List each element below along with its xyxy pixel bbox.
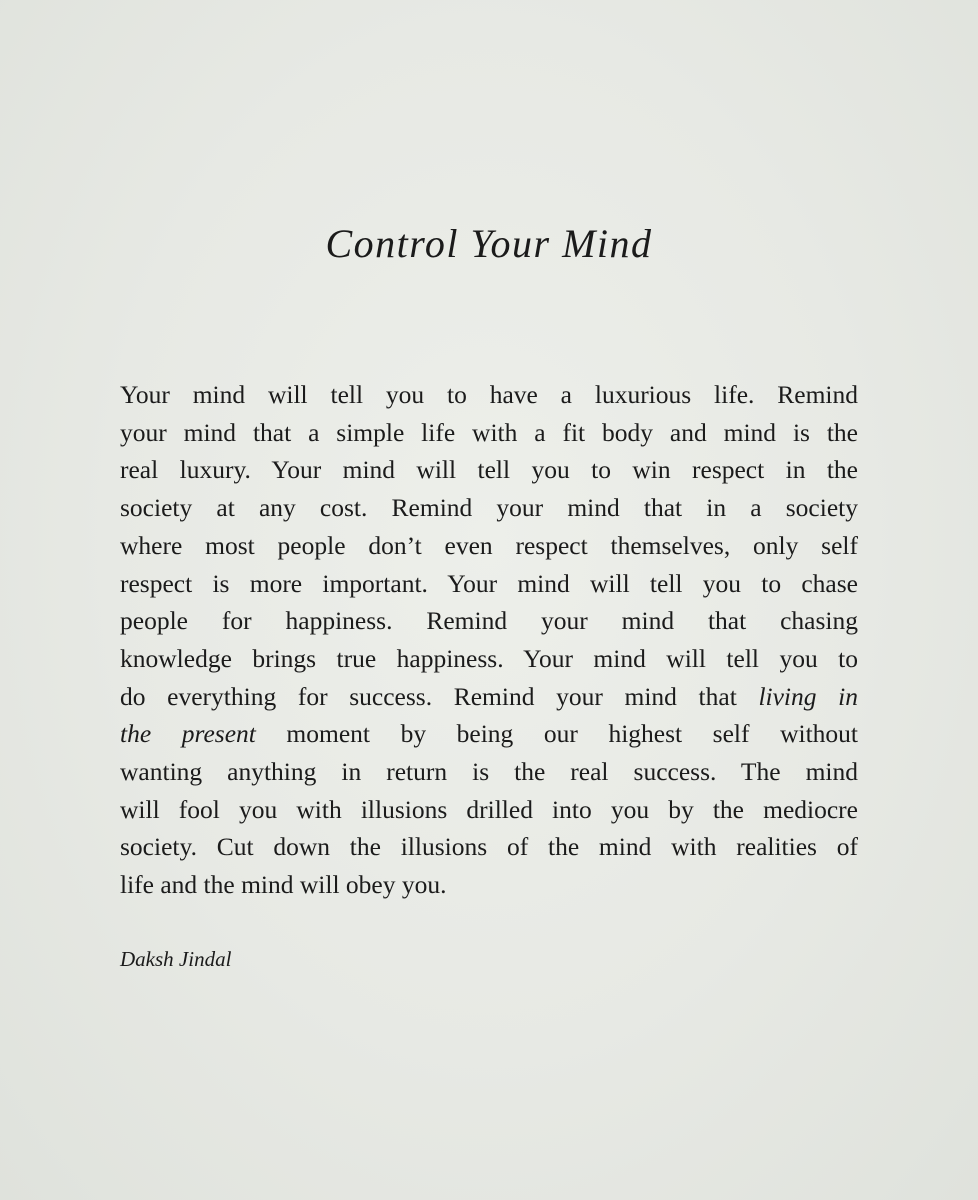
text-line: society at any cost. Remind your mind that in a society [120, 493, 858, 523]
text-line: knowledge brings true happiness. Your mind will tell you to [120, 643, 858, 673]
author-name: Daksh Jindal [120, 947, 232, 971]
page-title: Control Your Mind [325, 221, 653, 266]
text-line: the present moment by being our highest self without [120, 719, 858, 749]
text-line: will fool you with illusions drilled into you by the mediocre [120, 794, 858, 824]
text-line: where most people don’t even respect themselves, only self [120, 530, 858, 560]
body-paragraph [120, 376, 858, 904]
text-line: people for happiness. Remind your mind that chasing [120, 606, 858, 636]
text-line: Your mind will tell you to have a luxurious life. Remind [120, 380, 858, 409]
text-line: society. Cut down the illusions of the mind with realities of [120, 832, 858, 862]
text-line: wanting anything in return is the real success. The mind [120, 757, 858, 787]
italic-emphasis: the present [120, 719, 256, 749]
text-line: life and the mind will obey you. [120, 870, 447, 900]
italic-emphasis: living in [758, 681, 858, 711]
text-line: real luxury. Your mind will tell you to win respect in the [120, 455, 858, 485]
text-line: do everything for success. Remind your mind that living in [120, 681, 858, 711]
text-line: your mind that a simple life with a fit body and mind is the [120, 417, 858, 447]
text-line: respect is more important. Your mind will tell you to chase [120, 568, 858, 598]
